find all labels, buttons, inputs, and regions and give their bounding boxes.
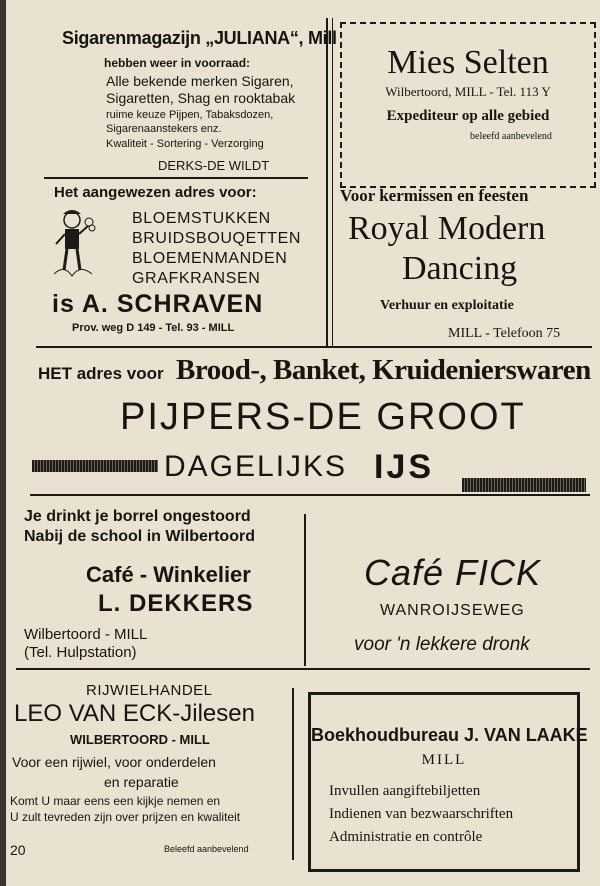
royal-name-line2: Dancing [402, 250, 518, 287]
dekkers-line1: Je drinkt je borrel ongestoord [24, 508, 251, 525]
pijpers-ad [30, 352, 592, 494]
juliana-owner: DERKS-DE WILDT [158, 158, 270, 173]
juliana-line1: hebben weer in voorraad: [104, 56, 251, 70]
juliana-line2: Alle bekende merken Sigaren, [106, 73, 294, 89]
juliana-line6: Kwaliteit - Sortering - Verzorging [106, 138, 264, 150]
vaneck-line4: U zult tevreden zijn over prijzen en kwaliteit [10, 810, 241, 824]
juliana-line3: Sigaretten, Shag en rooktabak [106, 90, 296, 106]
vaneck-line3: Komt U maar eens een kijkje nemen en [10, 794, 221, 808]
selten-name: Mies Selten [387, 44, 549, 81]
stripe-right [462, 478, 586, 492]
vaneck-ad [8, 678, 288, 868]
juliana-title: Sigarenmagazijn „JULIANA“, Mill [62, 28, 337, 48]
flower-boy-illustration [50, 204, 96, 284]
schraven-item-3: BLOEMENMANDEN [132, 250, 288, 267]
royal-intro: Voor kermissen en feesten [340, 186, 529, 205]
fick-ad [312, 510, 592, 666]
selten-address: Wilbertoord, MILL - Tel. 113 Y [385, 84, 551, 99]
vertical-divider-bottom [292, 688, 294, 860]
pijpers-goods: Brood-, Banket, Kruidenierswaren [176, 354, 591, 386]
juliana-line5: Sigarenaanstekers enz. [106, 123, 222, 135]
selten-closing: beleefd aanbevelend [470, 131, 552, 142]
pijpers-daily: DAGELIJKS [164, 450, 348, 483]
schraven-address: Prov. weg D 149 - Tel. 93 - MILL [72, 322, 235, 334]
dekkers-address: Wilbertoord - MILL [24, 626, 148, 643]
juliana-ad [46, 28, 337, 178]
selten-service: Expediteur op alle gebied [386, 108, 550, 124]
dekkers-phone: (Tel. Hulpstation) [24, 644, 137, 661]
royal-name-line1: Royal Modern [348, 210, 546, 247]
fick-name: Café FICK [364, 552, 542, 593]
royal-service: Verhuur en exploitatie [380, 298, 514, 313]
vaneck-type: RIJWIELHANDEL [86, 682, 213, 699]
horizontal-divider-2 [30, 494, 590, 496]
royal-dancing-ad [336, 186, 598, 346]
schraven-item-2: BRUIDSBOUQETTEN [132, 230, 302, 247]
juliana-line4: ruime keuze Pijpen, Tabaksdozen, [106, 109, 274, 121]
page-number: 20 [10, 842, 26, 858]
dekkers-line2: Nabij de school in Wilbertoord [24, 528, 255, 545]
vanlaake-place: MILL [421, 752, 467, 768]
vaneck-place: WILBERTOORD - MILL [70, 732, 210, 747]
royal-address: MILL - Telefoon 75 [448, 326, 561, 341]
vaneck-name: LEO VAN ECK-Jilesen [14, 700, 255, 727]
schraven-ad [42, 182, 322, 342]
vanlaake-line2: Indienen van bezwaarschriften [329, 806, 514, 822]
vanlaake-name: Boekhoudbureau J. VAN LAAKE [311, 725, 588, 745]
fick-street: WANROIJSEWEG [380, 602, 525, 619]
advertisement-page [6, 0, 600, 886]
vertical-divider-top [326, 18, 328, 346]
dekkers-ad [20, 504, 300, 664]
vertical-divider-mid [304, 514, 306, 666]
pijpers-ice: IJS [374, 448, 435, 486]
horizontal-divider-3 [16, 668, 590, 670]
schraven-name: is A. SCHRAVEN [52, 290, 264, 318]
horizontal-divider-1 [36, 346, 592, 348]
vaneck-line1: Voor een rijwiel, voor onderdelen [12, 754, 216, 770]
vanlaake-line3: Administratie en contrôle [329, 829, 483, 845]
schraven-item-1: BLOEMSTUKKEN [132, 210, 271, 227]
pijpers-lead: HET adres voor [38, 364, 164, 383]
vanlaake-line1: Invullen aangiftebiljetten [329, 783, 481, 799]
selten-ad [340, 22, 596, 188]
vanlaake-ad [308, 692, 588, 872]
schraven-intro: Het aangewezen adres voor: [54, 184, 257, 201]
vaneck-line2: en reparatie [104, 774, 179, 790]
dekkers-title2: L. DEKKERS [98, 590, 254, 617]
fick-slogan: voor 'n lekkere dronk [354, 634, 530, 655]
schraven-item-4: GRAFKRANSEN [132, 270, 261, 287]
dekkers-title1: Café - Winkelier [86, 562, 251, 587]
vertical-divider-top-2 [332, 18, 333, 346]
pijpers-name: PIJPERS-DE GROOT [120, 396, 526, 438]
stripe-left [32, 460, 158, 472]
vaneck-closing: Beleefd aanbevelend [164, 844, 249, 854]
